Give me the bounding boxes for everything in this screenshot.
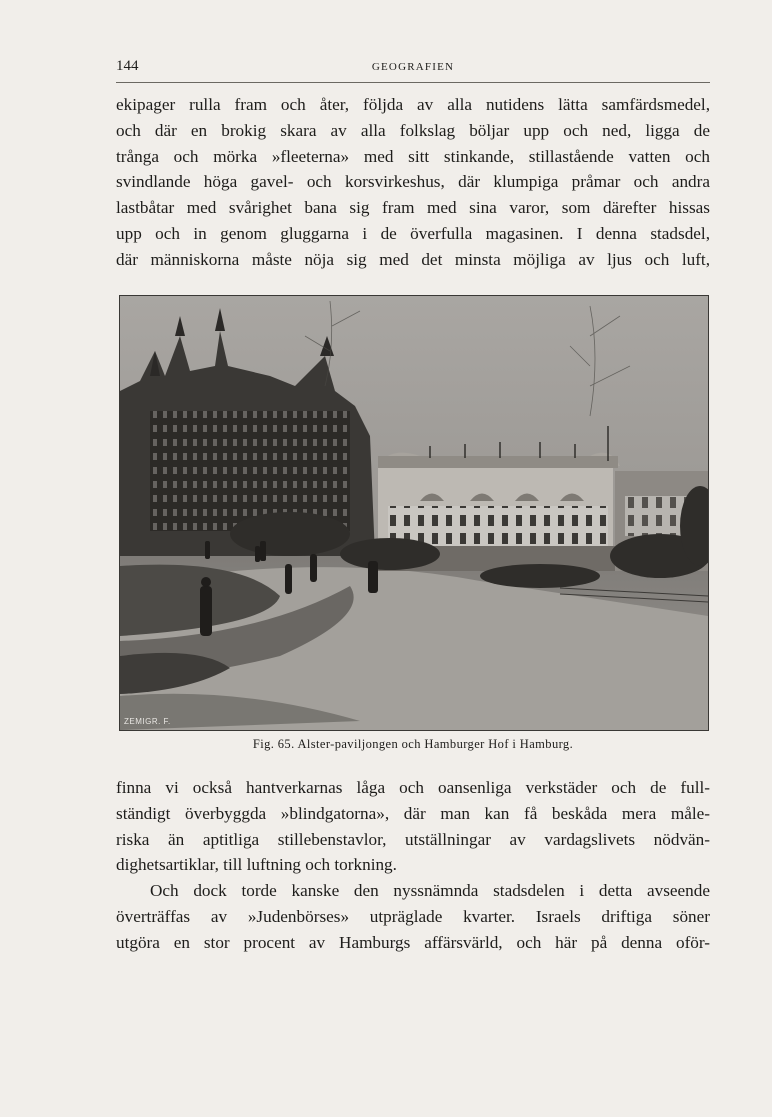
text-line: ständigt överbyggda »blindgatorna», där man kan få beskåda mera måle- [116,803,710,823]
text-line: trånga och mörka »fleeterna» med sitt stinkande, stillastående vatten och [116,146,710,166]
text-line: Och dock torde kanske den nyssnämnda stadsdelen i detta avseende [150,881,710,901]
section-title: GEOGRAFIEN [371,61,455,73]
text-line: riska än aptitliga stillebenstavlor, utställningar av vardagslivets nödvän- [116,829,710,849]
running-head [116,56,710,83]
text-line: överträffas av »Judenbörses» utpräglade kvarter. Israels driftiga söner [116,906,710,926]
text-line: svindlande höga gavel- och korsvirkeshus, där klumpiga pråmar och andra [116,172,710,192]
text-line: utgöra en stor procent av Hamburgs affärsvärld, och här på denna oför- [116,932,710,952]
paragraph-2 [116,775,710,956]
text-line: och där en brokig skara av alla folkslag böljar upp och ned, ligga de [116,120,710,140]
text-line: där människorna måste nöja sig med det minsta möjliga av ljus och luft, [116,249,710,269]
figure-photograph [119,295,709,731]
photo-alster-pavilion [120,296,708,730]
paragraph-1 [116,92,710,273]
figure-caption: Fig. 65. Alster-paviljongen och Hamburger Hof i Hamburg. [252,737,574,751]
engraver-mark: ZEMIGR. F. [124,717,171,726]
text-line: dighetsartiklar, till luftning och torkning. [116,855,397,875]
text-line: lastbåtar med svårighet bana sig fram med sina varor, som därefter hissas [116,198,710,218]
text-line: ekipager rulla fram och åter, följda av alla nutidens lätta samfärdsmedel, [116,95,710,114]
text-line: upp och in genom gluggarna i de överfulla magasinen. I denna stadsdel, [116,223,710,243]
text-line: finna vi också hantverkarnas låga och oansenliga verkstäder och de full- [116,778,710,797]
page-number: 144 [116,58,139,74]
